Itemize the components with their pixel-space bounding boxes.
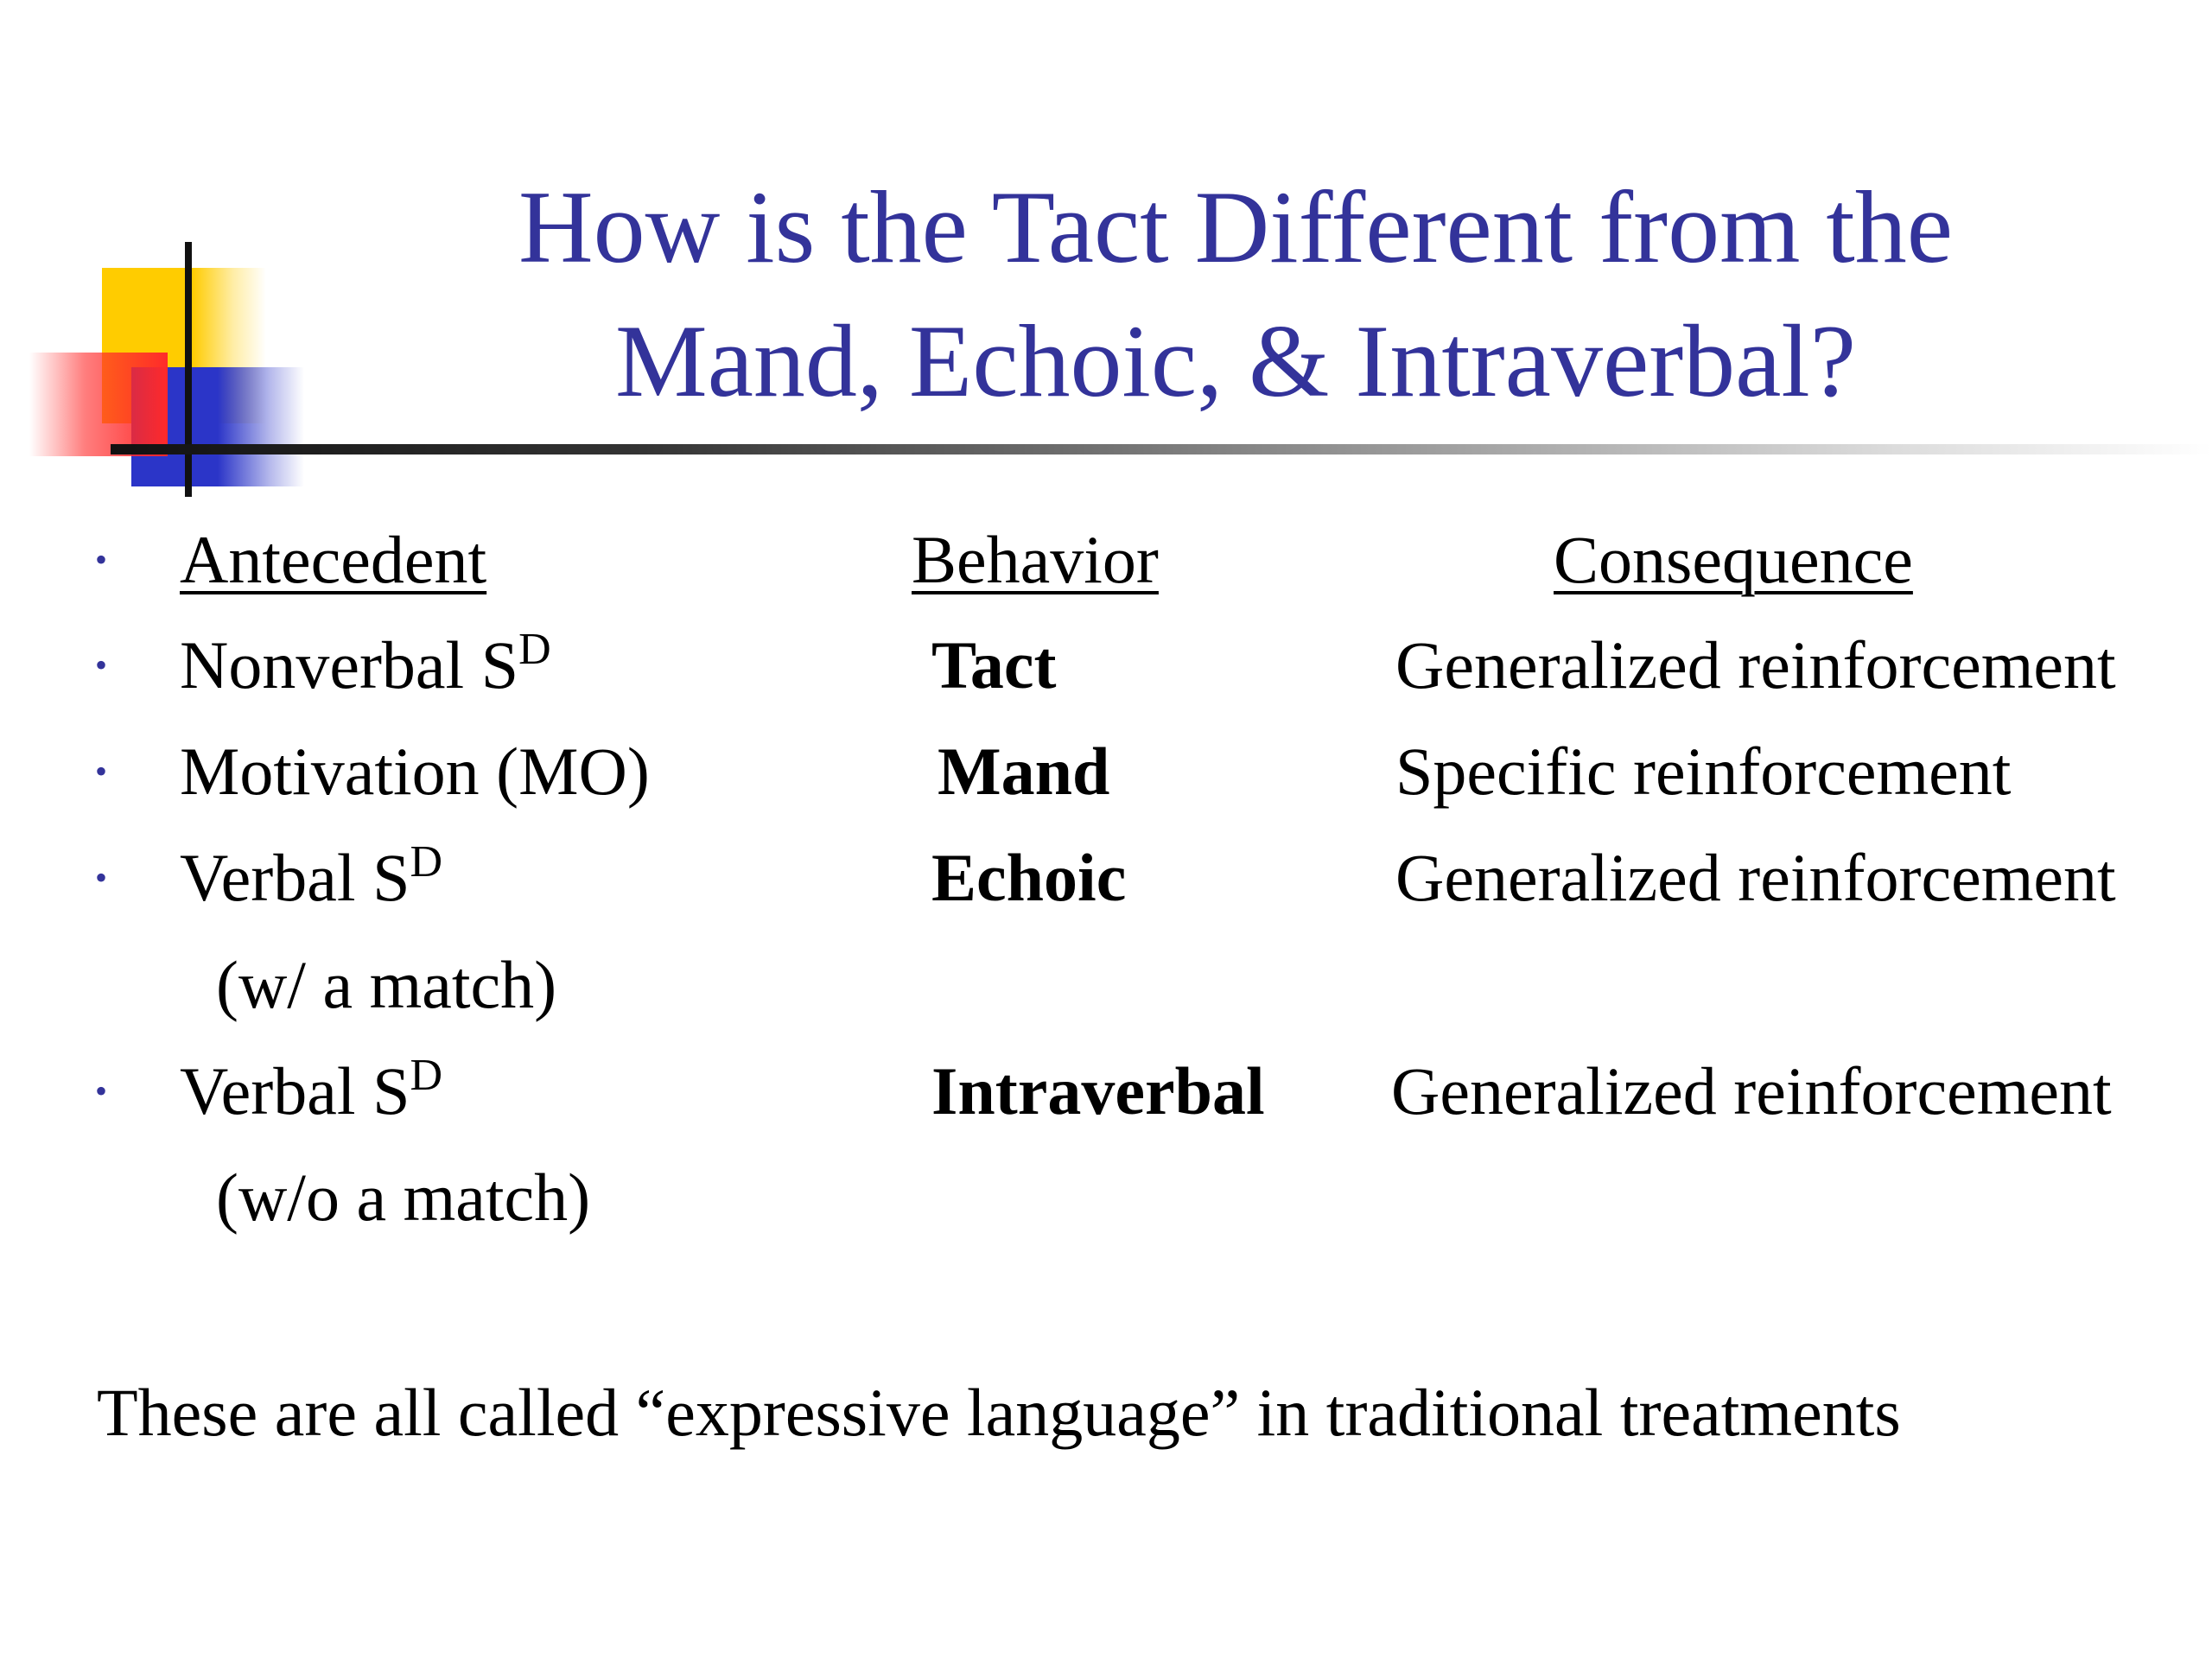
table-row-continuation <box>0 938 2212 1033</box>
antecedent-text: Motivation (MO) <box>180 734 650 809</box>
bullet-icon: • <box>95 1071 108 1110</box>
antecedent-note: (w/o a match) <box>216 1160 591 1235</box>
behavior-cell: Tact <box>931 627 1057 702</box>
antecedent-cell <box>180 830 442 925</box>
bullet-icon: • <box>95 752 108 791</box>
slide-title-line-2: Mand, Echoic, & Intraverbal? <box>614 303 1857 418</box>
antecedent-cell <box>180 724 650 819</box>
antecedent-text: Verbal S <box>180 1053 410 1128</box>
behavior-cell: Mand <box>938 734 1110 809</box>
decorative-red-square <box>29 353 168 456</box>
table-row <box>0 1044 2212 1139</box>
bullet-icon: • <box>95 858 108 897</box>
table-row <box>0 618 2212 713</box>
bullet-icon: • <box>95 540 108 579</box>
consequence-cell: Generalized reinforcement <box>1391 1053 2112 1128</box>
header-consequence: Consequence <box>1554 522 1913 597</box>
behavior-cell: Echoic <box>931 840 1127 915</box>
title-underline-rule <box>111 444 2212 454</box>
slide-title-line-1: How is the Tact Different from the <box>518 169 1954 284</box>
behavior-cell: Intraverbal <box>931 1053 1265 1128</box>
bullet-icon: • <box>95 645 108 684</box>
footer-note: These are all called “expressive language” in traditional treatments <box>97 1375 1901 1450</box>
antecedent-superscript: D <box>518 625 551 674</box>
consequence-cell: Specific reinforcement <box>1395 734 2012 809</box>
decorative-vertical-line <box>185 242 192 497</box>
table-header-row <box>0 512 2212 607</box>
consequence-cell: Generalized reinforcement <box>1395 627 2116 702</box>
antecedent-superscript: D <box>410 1051 443 1100</box>
table-row <box>0 724 2212 819</box>
antecedent-cell <box>180 1044 442 1139</box>
antecedent-note: (w/ a match) <box>216 947 557 1022</box>
antecedent-superscript: D <box>410 837 443 887</box>
table-row <box>0 830 2212 925</box>
slide-title <box>328 160 2143 428</box>
antecedent-text: Nonverbal S <box>180 627 519 702</box>
antecedent-cell <box>180 618 551 713</box>
consequence-cell: Generalized reinforcement <box>1395 840 2116 915</box>
header-antecedent: Antecedent <box>180 522 487 597</box>
header-behavior: Behavior <box>912 522 1159 597</box>
table-row-continuation <box>0 1150 2212 1245</box>
antecedent-text: Verbal S <box>180 840 410 915</box>
